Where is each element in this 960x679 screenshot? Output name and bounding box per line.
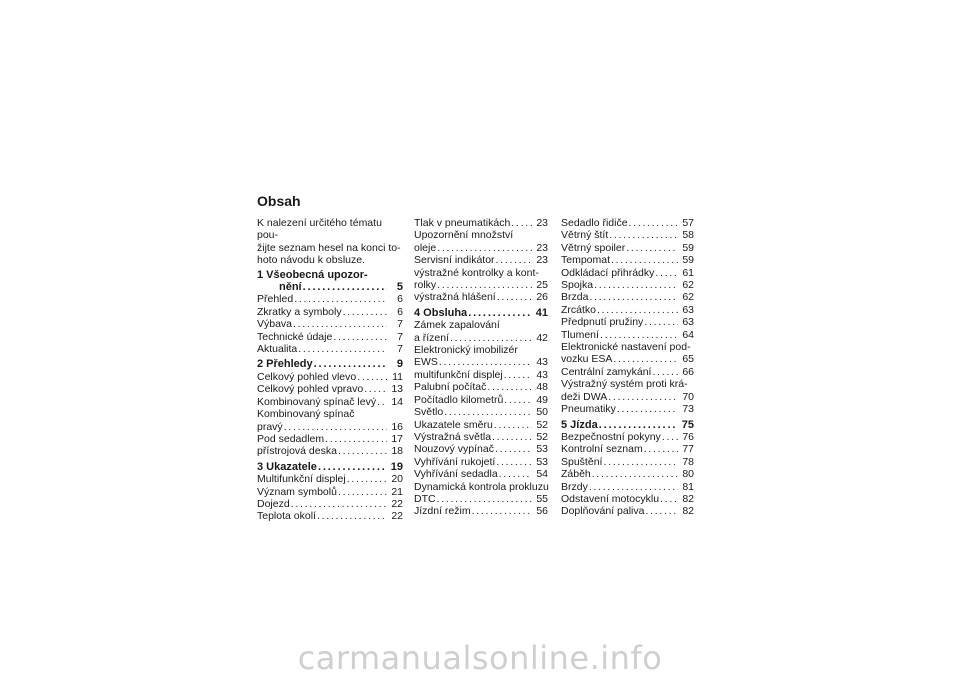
toc-entry-text: multifunkční displej (414, 368, 503, 381)
toc-entry[interactable] (561, 279, 694, 291)
toc-entry-text: 4 Obsluha (414, 306, 468, 319)
page-number: 65 (682, 353, 694, 366)
toc-entry-text: a řízení (414, 331, 450, 344)
page-number: 49 (536, 393, 548, 406)
toc-entry-text: Brzdy (561, 480, 588, 493)
page-number: 78 (682, 455, 694, 468)
page-number: 66 (682, 365, 694, 378)
toc-column-1 (257, 217, 403, 523)
dot-leader (608, 391, 678, 403)
toc-entry-text: Spojka (561, 279, 594, 292)
toc-entry[interactable] (561, 341, 694, 366)
page-number: 7 (397, 318, 403, 331)
intro-line: K nalezení určitého tématu pou- (257, 217, 382, 242)
toc-entry-text: výstražné kontrolky a kont- (414, 266, 539, 279)
page-number: 54 (536, 468, 548, 481)
toc-entry-text: Výbava (257, 318, 293, 331)
toc-entry-text: 3 Ukazatele (257, 460, 317, 473)
watermark: carmanualsonline.info (297, 639, 663, 677)
toc-entry[interactable] (561, 291, 694, 303)
page-number: 43 (536, 356, 548, 369)
toc-entry[interactable] (257, 331, 403, 343)
dot-leader (364, 383, 387, 395)
toc-entry-text: pravý (257, 420, 283, 433)
page-number: 58 (682, 229, 694, 242)
page-number: 62 (682, 291, 694, 304)
dot-leader (504, 369, 532, 381)
page-number: 70 (682, 390, 694, 403)
dot-leader (444, 406, 532, 418)
page-number: 80 (682, 468, 694, 481)
page-number: 23 (536, 254, 548, 267)
page-number: 77 (682, 443, 694, 456)
toc-entry[interactable] (561, 468, 694, 480)
page-number: 26 (536, 291, 548, 304)
toc-entry[interactable] (414, 254, 548, 266)
toc-entry-text: EWS (414, 356, 438, 369)
dot-leader (496, 456, 532, 468)
page-number: 59 (682, 241, 694, 254)
toc-entry-text: deži DWA (561, 390, 608, 403)
toc-entry-text: Výstražná světla (414, 430, 492, 443)
toc-entry-text: 2 Přehledy (257, 358, 313, 371)
toc-entry-text: Celkový pohled vpravo (257, 383, 364, 396)
page-number: 59 (682, 254, 694, 267)
dot-leader (504, 394, 532, 406)
toc-entry[interactable] (561, 329, 694, 341)
toc-entry-text: Pod sedadlem (257, 432, 325, 445)
toc-section-heading[interactable] (561, 419, 694, 431)
toc-entry[interactable] (257, 383, 403, 395)
toc-entry[interactable] (414, 431, 548, 443)
toc-entry[interactable] (257, 486, 403, 498)
toc-entry[interactable] (257, 318, 403, 330)
toc-entry[interactable] (414, 369, 548, 381)
toc-entry-text: Palubní počítač (414, 381, 487, 394)
toc-entry-text: Multifunkční displej (257, 473, 346, 486)
dot-leader (662, 431, 678, 443)
dot-leader (338, 445, 387, 457)
page-number: 53 (536, 443, 548, 456)
toc-entry[interactable] (414, 456, 548, 468)
page-number: 52 (536, 418, 548, 431)
page-number: 6 (397, 293, 403, 306)
toc-entry-text: Pneumatiky (561, 403, 616, 416)
dot-leader (609, 229, 678, 241)
toc-entry-text: Tlumení (561, 328, 599, 341)
dot-leader (495, 443, 532, 455)
dot-leader (589, 481, 678, 493)
page-number: 16 (391, 420, 403, 433)
dot-leader (472, 505, 532, 517)
toc-section-heading[interactable] (414, 307, 548, 319)
dot-leader (450, 332, 532, 344)
toc-entry-text: Zámek zapalování (414, 319, 500, 332)
toc-entry-text: Elektronický imobilizér (414, 344, 518, 357)
toc-entry[interactable] (414, 419, 548, 431)
toc-entry[interactable] (561, 505, 694, 517)
toc-entry-text: nění (279, 281, 302, 294)
dot-leader (644, 443, 678, 455)
page-number: 53 (536, 455, 548, 468)
toc-entry-text: Větrný spoiler (561, 241, 626, 254)
page-number: 19 (390, 460, 403, 473)
toc-entry[interactable] (414, 344, 548, 369)
toc-entry[interactable] (414, 406, 548, 418)
toc-entry-text: Spuštění (561, 455, 603, 468)
page-number: 75 (681, 418, 694, 431)
toc-section-heading[interactable] (257, 269, 403, 294)
dot-leader (645, 505, 678, 517)
page-number: 23 (536, 217, 548, 229)
intro-line: žijte seznam hesel na konci to- (257, 241, 401, 254)
page-number: 63 (682, 316, 694, 329)
toc-entry-text: Celkový pohled vlevo (257, 370, 357, 383)
toc-entry[interactable] (561, 304, 694, 316)
toc-column-3 (561, 217, 694, 518)
toc-entry[interactable] (257, 408, 403, 433)
toc-entry[interactable] (561, 267, 694, 279)
toc-entry-text: Servisní indikátor (414, 254, 495, 267)
dot-leader (492, 431, 532, 443)
dot-leader (357, 371, 387, 383)
page-number: 13 (391, 383, 403, 396)
toc-entry[interactable] (561, 403, 694, 415)
page-number: 11 (392, 370, 403, 383)
toc-entry[interactable] (257, 396, 403, 408)
page-number: 43 (536, 368, 548, 381)
dot-leader (439, 356, 532, 368)
dot-leader (293, 318, 387, 330)
toc-entry-text: výstražná hlášení (414, 291, 496, 304)
page-number: 9 (396, 358, 403, 371)
toc-entry[interactable] (561, 456, 694, 468)
toc-entry-text: Zkratky a symboly (257, 305, 342, 318)
toc-entry[interactable] (257, 445, 403, 457)
toc-entry[interactable] (561, 493, 694, 505)
page-number: 25 (536, 279, 548, 292)
dot-leader (600, 329, 678, 341)
intro-line: hoto návodu k obsluze. (257, 254, 365, 267)
page-number: 62 (682, 279, 694, 292)
dot-leader (499, 468, 532, 480)
toc-entry[interactable] (561, 316, 694, 328)
dot-leader (589, 291, 678, 303)
dot-leader (592, 468, 678, 480)
toc-entry[interactable] (414, 468, 548, 480)
toc-entry[interactable] (414, 443, 548, 455)
toc-entry[interactable] (414, 291, 548, 303)
page-number: 42 (536, 331, 548, 344)
toc-section-heading[interactable] (257, 358, 403, 370)
toc-entry-text: Tempomat (561, 254, 611, 267)
toc-entry[interactable] (561, 431, 694, 443)
toc-entry-text: Tlak v pneumatikách (414, 217, 511, 229)
dot-leader (377, 396, 387, 408)
page-number: 56 (536, 505, 548, 518)
page-number: 82 (682, 505, 694, 518)
page-number: 61 (682, 266, 694, 279)
dot-leader (318, 461, 387, 473)
toc-section-heading[interactable] (257, 461, 403, 473)
dot-leader (626, 242, 678, 254)
toc-entry[interactable] (414, 217, 548, 229)
toc-entry-text: Doplňování paliva (561, 505, 645, 518)
dot-leader (603, 456, 678, 468)
page-number: 48 (536, 381, 548, 394)
toc-entry[interactable] (414, 319, 548, 344)
page-number: 41 (535, 306, 548, 319)
toc-entry-text: Ukazatele směru (414, 418, 493, 431)
toc-entry[interactable] (561, 229, 694, 241)
toc-entry[interactable] (257, 473, 403, 485)
dot-leader (494, 419, 532, 431)
page-number: 22 (391, 510, 403, 523)
toc-entry-text: Význam symbolů (257, 485, 337, 498)
dot-leader (343, 306, 387, 318)
toc-entry[interactable] (561, 217, 694, 229)
toc-entry-text: Vyhřívání sedadla (414, 468, 498, 481)
toc-entry-text: Zrcátko (561, 303, 597, 316)
toc-entry[interactable] (561, 242, 694, 254)
toc-entry-text: Světlo (414, 406, 444, 419)
page-number: 81 (682, 480, 694, 493)
toc-entry-text: Aktualita (257, 343, 298, 356)
toc-entry[interactable] (414, 229, 548, 254)
toc-column-2 (414, 217, 548, 518)
page-number: 14 (391, 395, 403, 408)
dot-leader (617, 403, 678, 415)
page-number: 18 (391, 445, 403, 458)
toc-entry-text: Záběh (561, 468, 591, 481)
toc-entry-text: Předpnutí pružiny (561, 316, 644, 329)
dot-leader (597, 304, 678, 316)
dot-leader (644, 316, 678, 328)
page-number: 52 (536, 430, 548, 443)
dot-leader (437, 493, 532, 505)
toc-entry[interactable] (561, 481, 694, 493)
dot-leader (487, 381, 532, 393)
toc-entry-text: oleje (414, 241, 437, 254)
dot-leader (511, 217, 532, 229)
page-number: 7 (397, 343, 403, 356)
dot-leader (497, 291, 532, 303)
toc-entry[interactable] (414, 394, 548, 406)
dot-leader (468, 307, 532, 319)
page-number: 5 (396, 281, 403, 294)
page-number: 21 (391, 485, 403, 498)
toc-entry-text: Brzda (561, 291, 589, 304)
dot-leader (303, 281, 387, 293)
page-number: 23 (536, 241, 548, 254)
toc-entry[interactable] (257, 343, 403, 355)
dot-leader (594, 279, 678, 291)
dot-leader (652, 366, 678, 378)
toc-entry[interactable] (561, 378, 694, 403)
dot-leader (629, 217, 678, 229)
toc-entry-text: 5 Jízda (561, 418, 598, 431)
dot-leader (298, 343, 387, 355)
page-number: 73 (682, 403, 694, 416)
toc-entry[interactable] (257, 498, 403, 510)
dot-leader (655, 267, 678, 279)
dot-leader (437, 279, 532, 291)
page-number: 82 (682, 492, 694, 505)
toc-entry-text: Jízdní režim (414, 505, 471, 518)
dot-leader (599, 419, 678, 431)
toc-entry-text: Odkládací přihrádky (561, 266, 655, 279)
page-title: Obsah (257, 193, 301, 209)
dot-leader (333, 331, 387, 343)
toc-entry[interactable] (414, 381, 548, 393)
toc-entry-text: Centrální zamykání (561, 365, 652, 378)
dot-leader (660, 493, 678, 505)
dot-leader (314, 358, 387, 370)
toc-entry[interactable] (257, 306, 403, 318)
toc-entry-text: Technické údaje (257, 330, 333, 343)
dot-leader (325, 433, 387, 445)
page-number: 7 (397, 330, 403, 343)
toc-entry-text: Počítadlo kilometrů (414, 393, 504, 406)
toc-entry-text: Odstavení motocyklu (561, 492, 660, 505)
toc-entry[interactable] (414, 481, 548, 506)
toc-entry[interactable] (414, 505, 548, 517)
page-number: 76 (682, 430, 694, 443)
toc-entry-text: Dojezd (257, 497, 290, 510)
dot-leader (284, 421, 387, 433)
toc-entry-text: Upozornění množství (414, 229, 514, 242)
dot-leader (347, 473, 387, 485)
toc-entry-text: Dynamická kontrola prokluzu (414, 480, 549, 493)
page-number: 6 (397, 305, 403, 318)
toc-entry-text: Teplota okolí (257, 510, 316, 523)
toc-entry-text: Sedadlo řidiče (561, 217, 628, 229)
toc-entry-text: Výstražný systém proti krá- (561, 378, 688, 391)
page-number: 57 (682, 217, 694, 229)
toc-entry[interactable] (257, 510, 403, 522)
toc-entry-text: Přehled (257, 293, 294, 306)
dot-leader (611, 254, 678, 266)
toc-entry-text: přístrojová deska (257, 445, 337, 458)
page-number: 17 (391, 432, 403, 445)
page-number: 55 (536, 492, 548, 505)
page-number: 22 (391, 497, 403, 510)
toc-entry-text: Elektronické nastavení pod- (561, 341, 691, 354)
dot-leader (291, 498, 387, 510)
toc-entry-text: DTC (414, 492, 436, 505)
toc-entry[interactable] (561, 366, 694, 378)
toc-entry[interactable] (561, 443, 694, 455)
dot-leader (437, 242, 532, 254)
toc-entry[interactable] (257, 371, 403, 383)
dot-leader (338, 486, 387, 498)
page-number: 50 (536, 406, 548, 419)
toc-entry[interactable] (561, 254, 694, 266)
toc-entry-text: 1 Všeobecná upozor- (257, 268, 368, 281)
dot-leader (294, 293, 387, 305)
page-number: 20 (391, 473, 403, 486)
toc-entry-text: Bezpečnostní pokyny (561, 430, 661, 443)
toc-entry-text: Vyhřívání rukojetí (414, 455, 496, 468)
toc-entry-text: vozku ESA (561, 353, 613, 366)
toc-entry-text: Větrný štít (561, 229, 609, 242)
toc-entry[interactable] (414, 267, 548, 292)
page-number: 64 (682, 328, 694, 341)
intro-text (257, 217, 403, 267)
dot-leader (613, 353, 678, 365)
toc-entry-text: rolky (414, 279, 437, 292)
dot-leader (496, 254, 532, 266)
toc-entry-text: Kontrolní seznam (561, 443, 643, 456)
toc-entry-text: Kombinovaný spínač (257, 408, 355, 421)
page-number: 63 (682, 303, 694, 316)
toc-entry[interactable] (257, 293, 403, 305)
toc-entry[interactable] (257, 433, 403, 445)
toc-entry-text: Kombinovaný spínač levý (257, 395, 377, 408)
toc-entry-text: Nouzový vypínač (414, 443, 494, 456)
dot-leader (317, 510, 387, 522)
